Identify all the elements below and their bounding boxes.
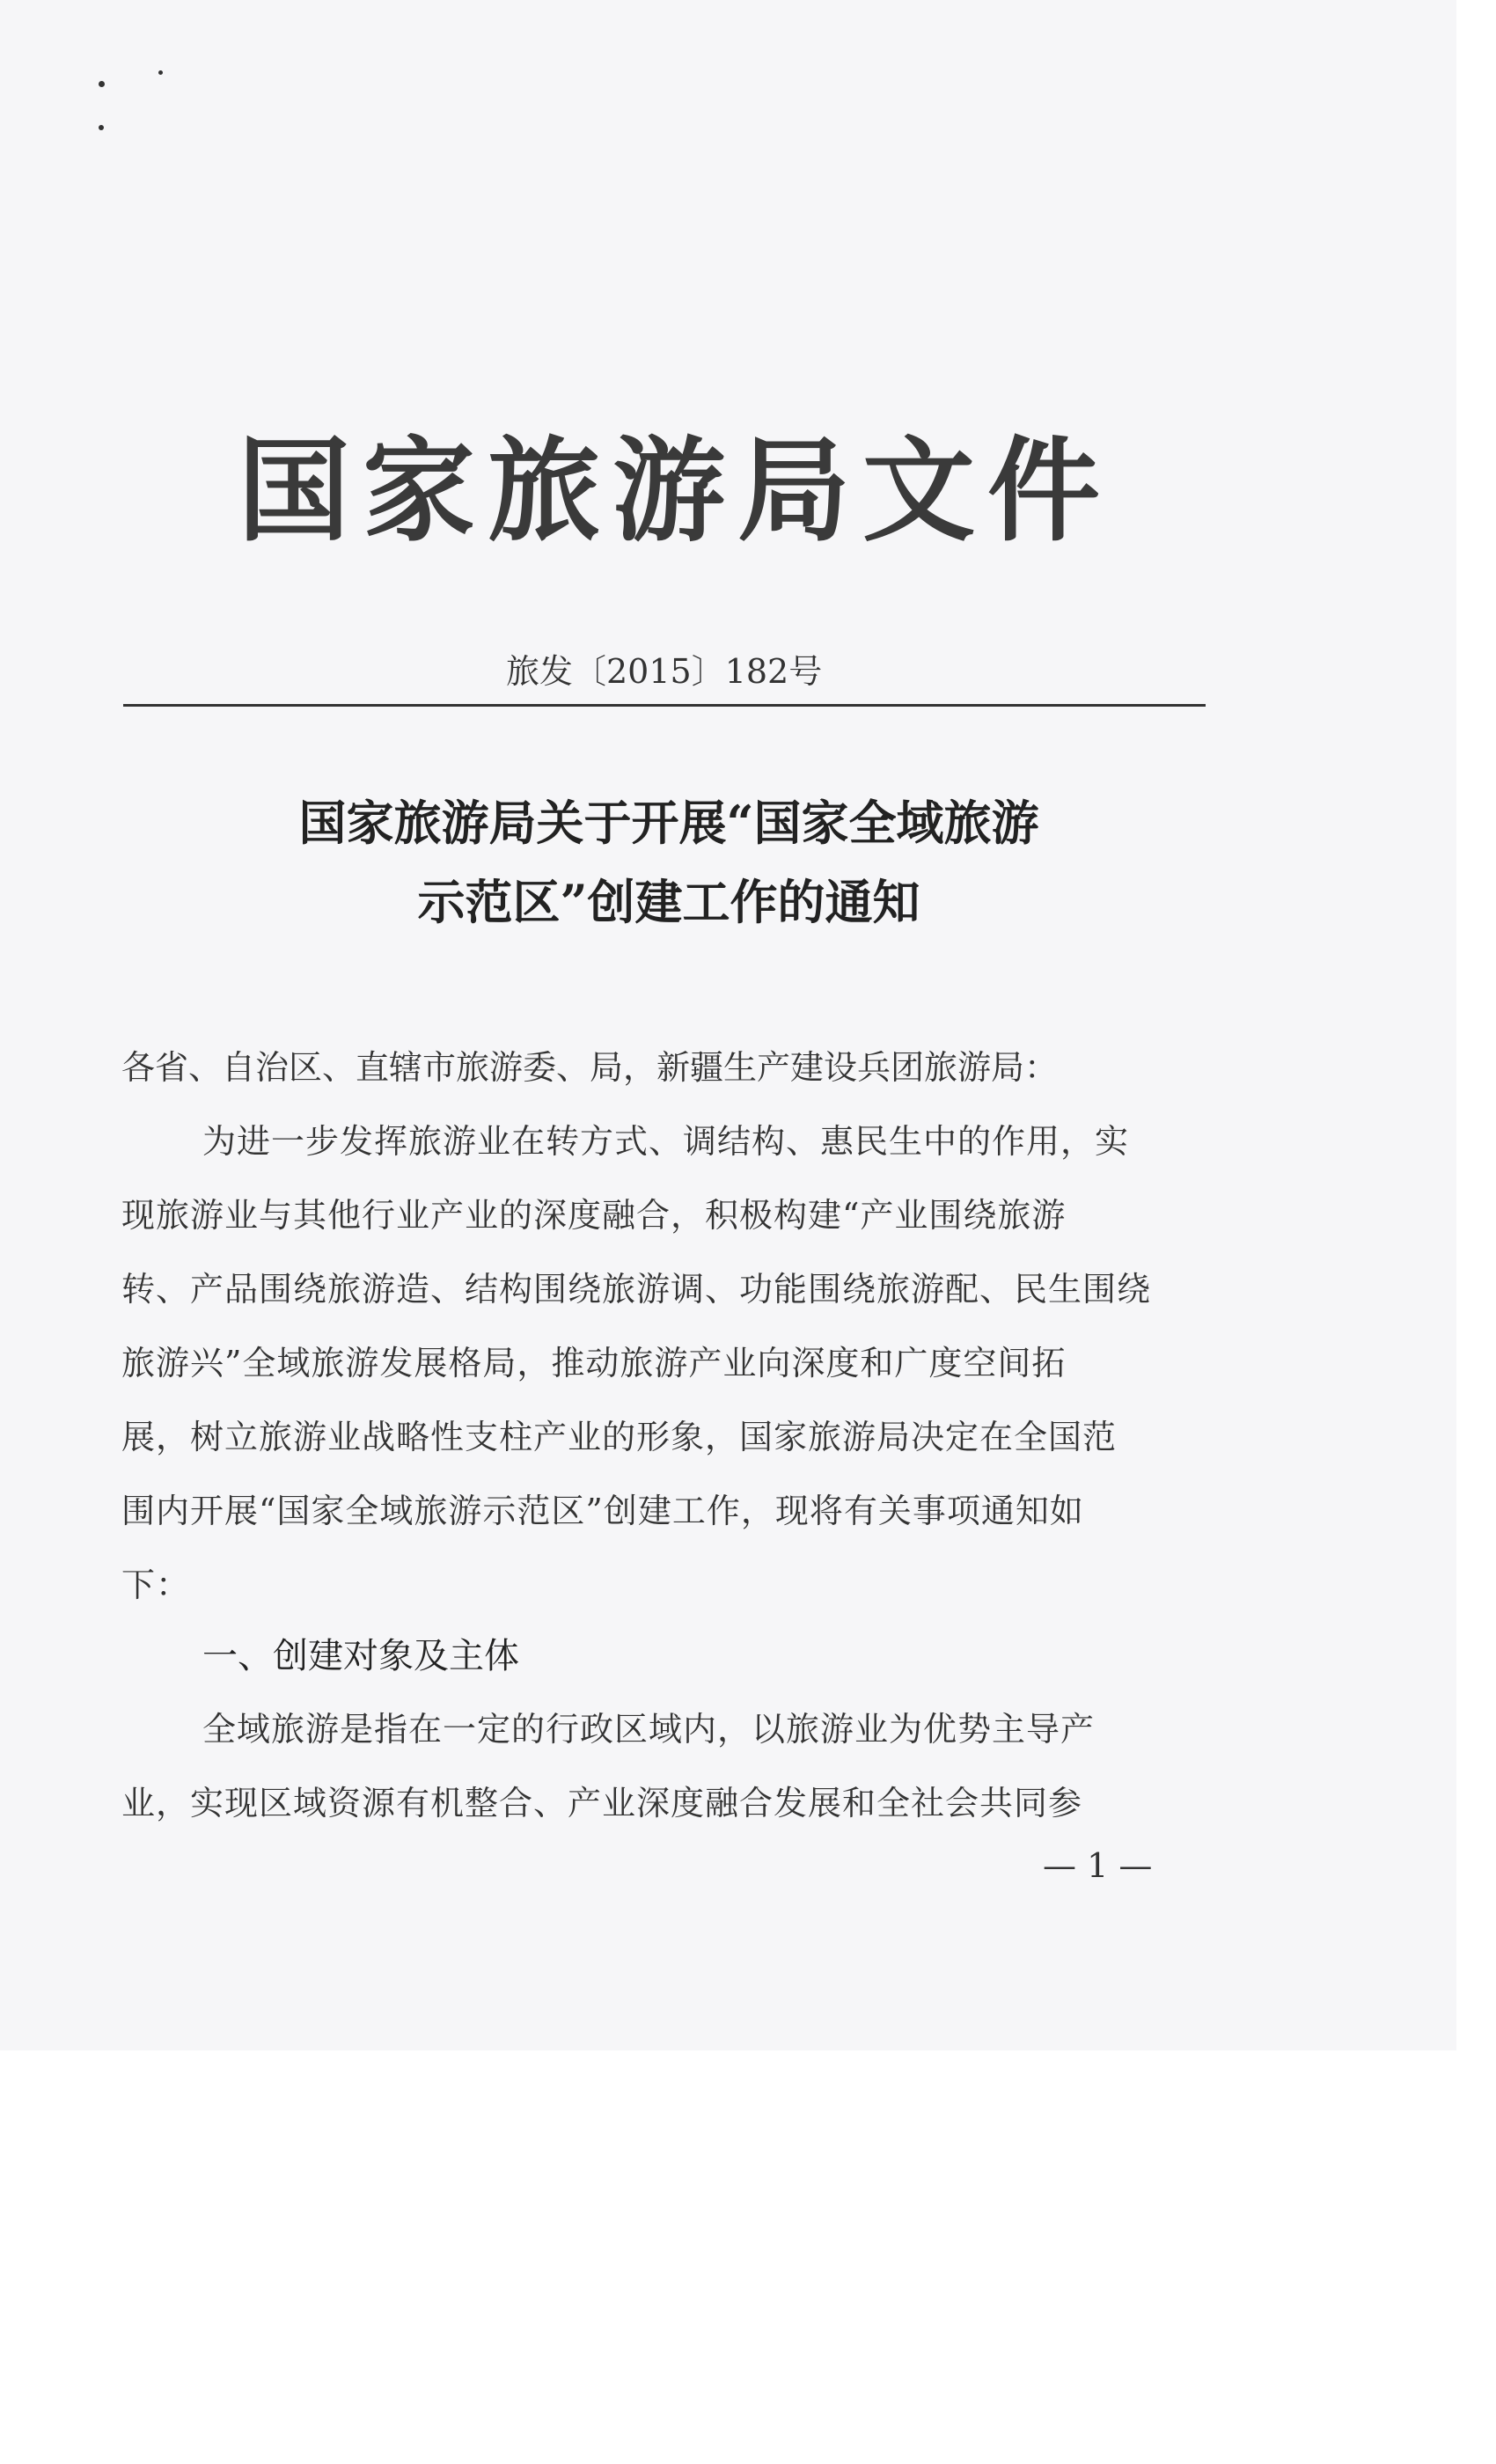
- notice-title-line: 国家旅游局关于开展“国家全域旅游: [298, 795, 1039, 851]
- paragraph-line: 现旅游业与其他行业产业的深度融合，积极构建“产业围绕旅游: [121, 1196, 1067, 1235]
- paragraph-line: 围内开展“国家全域旅游示范区”创建工作，现将有关事项通知如: [121, 1492, 1084, 1530]
- paragraph-line: 转、产品围绕旅游造、结构围绕旅游调、功能围绕旅游配、民生围绕: [121, 1270, 1152, 1309]
- notice-title: [176, 783, 1162, 942]
- section-heading: 一、创建对象及主体: [202, 1636, 519, 1676]
- notice-title-line: 示范区”创建工作的通知: [417, 874, 920, 930]
- paragraph-line: 展，树立旅游业战略性支柱产业的形象，国家旅游局决定在全国范: [121, 1418, 1118, 1456]
- paragraph-line: 为进一步发挥旅游业在转方式、调结构、惠民生中的作用，实: [202, 1122, 1130, 1161]
- header-divider: [123, 704, 1206, 707]
- paragraph-line: 下：: [121, 1566, 191, 1604]
- scan-speck: [99, 125, 104, 130]
- document-issuer-heading: 国家旅游局文件: [238, 425, 1113, 557]
- document-number: 旅发〔2015〕182号: [506, 652, 823, 691]
- scan-speck: [99, 81, 105, 87]
- page-number: — 1 —: [1043, 1846, 1153, 1885]
- paragraph-line: 旅游兴”全域旅游发展格局，推动旅游产业向深度和广度空间拓: [121, 1344, 1067, 1382]
- paragraph-line: 全域旅游是指在一定的行政区域内，以旅游业为优势主导产: [202, 1710, 1096, 1749]
- salutation: 各省、自治区、直辖市旅游委、局，新疆生产建设兵团旅游局：: [121, 1048, 1059, 1087]
- scan-speck: [158, 70, 163, 75]
- paragraph-line: 业，实现区域资源有机整合、产业深度融合发展和全社会共同参: [121, 1784, 1083, 1822]
